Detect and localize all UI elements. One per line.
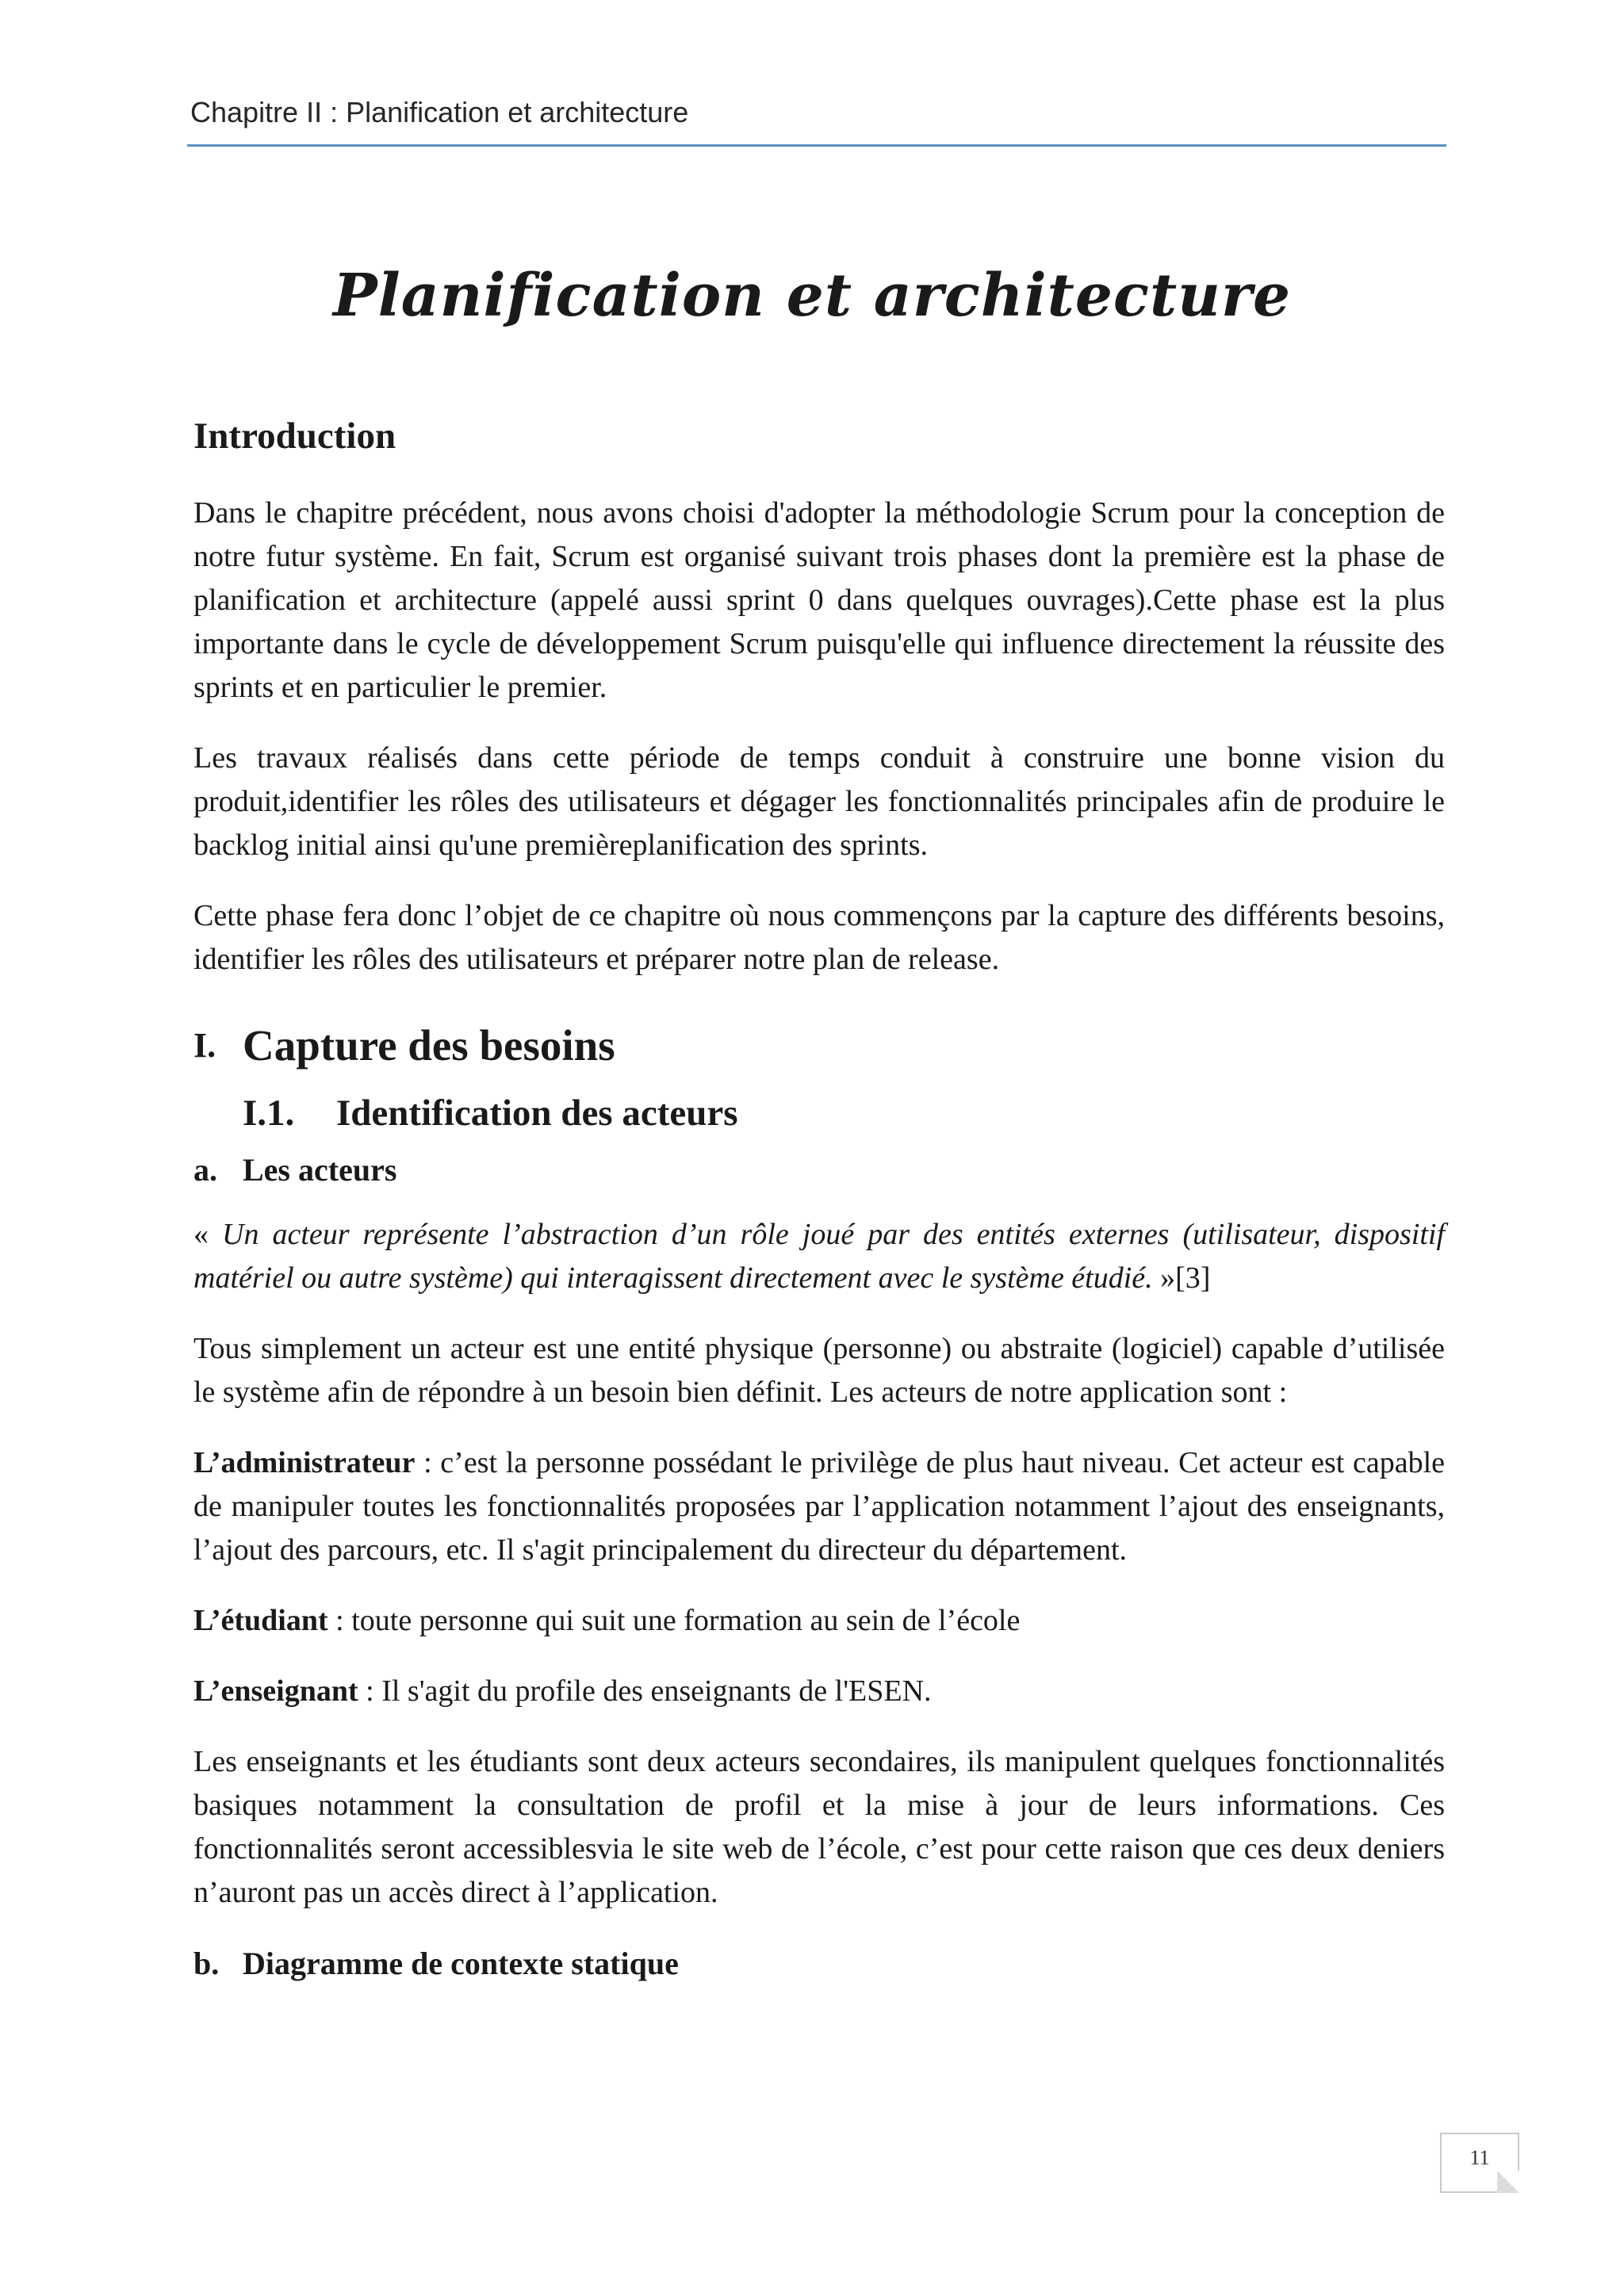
section-heading xyxy=(193,1020,1445,1072)
definition-quote xyxy=(193,1213,1445,1300)
actor-student xyxy=(193,1599,1445,1643)
page-number-box xyxy=(1440,2133,1519,2193)
sub-a-title: Les acteurs xyxy=(243,1152,397,1188)
intro-paragraph-1: Dans le chapitre précédent, nous avons choisi d'adopter la méthodologie Scrum pour la conception de notre futur système. En fait, Scrum est organisé suivant trois phases dont la première est la phase de planification et architecture (appelé aussi sprint 0 dans quelques ouvrages).Cette phase est la plus importante dans le cycle de développement Scrum puisqu'elle qui influence directement la réussite des sprints et en particulier le premier. xyxy=(193,496,1445,704)
secondary-actors-paragraph: Les enseignants et les étudiants sont deux acteurs secondaires, ils manipulent quelques fonctionnalités basiques notamment la consultation de profil et la mise à jour de leurs informations. Ces fonctionnalités seront accessiblesvia le site web de l’école, c’est pour cette raison que ces deux deniers n’auront pas un accès direct à l’application. xyxy=(193,1745,1445,1909)
header-rule xyxy=(187,144,1446,147)
quote-close-citation: »[3] xyxy=(1152,1261,1211,1295)
sub-a-heading xyxy=(193,1148,1445,1192)
running-header: Chapitre II : Planification et architecture xyxy=(190,96,689,128)
actor-student-name: L’étudiant xyxy=(193,1604,328,1637)
actor-admin-description: : c’est la personne possédant le privilège de plus haut niveau. Cet acteur est capable de manipuler toutes les fonctionnalités proposées par l’application notamment l’ajout des enseignants, l’ajout des parcours, etc. Il s'agit principalement du directeur du département. xyxy=(193,1446,1445,1567)
section-title: Capture des besoins xyxy=(243,1021,615,1070)
intro-paragraph-2: Les travaux réalisés dans cette période de temps conduit à construire une bonne vision du produit,identifier les rôles des utilisateurs et dégager les fonctionnalités principales afin de produire le backlog initial ainsi qu'une premièreplanification des sprints. xyxy=(193,741,1445,862)
subsection-title: Identification des acteurs xyxy=(336,1093,738,1134)
sub-b-title: Diagramme de contexte statique xyxy=(243,1946,679,1981)
actor-admin-name: L’administrateur xyxy=(193,1446,416,1479)
page-number: 11 xyxy=(1469,2146,1490,2169)
section-number: I. xyxy=(193,1026,216,1065)
quote-open: « xyxy=(193,1218,223,1251)
intro-heading: Introduction xyxy=(193,415,396,457)
page-fold-corner xyxy=(1497,2171,1519,2193)
subsection-heading xyxy=(243,1089,1445,1137)
subsection-number: I.1. xyxy=(243,1093,295,1134)
actor-teacher-description: : Il s'agit du profile des enseignants de l'ESEN. xyxy=(358,1674,932,1708)
intro-paragraph-3: Cette phase fera donc l’objet de ce chapitre où nous commençons par la capture des différents besoins, identifier les rôles des utilisateurs et préparer notre plan de release. xyxy=(193,899,1445,976)
sub-b-heading xyxy=(193,1942,1445,1986)
actor-teacher-name: L’enseignant xyxy=(193,1674,358,1708)
sub-b-label: b. xyxy=(193,1946,220,1981)
sub-a-label: a. xyxy=(193,1152,217,1188)
actors-paragraph: Tous simplement un acteur est une entité physique (personne) ou abstraite (logiciel) capable d’utilisée le système afin de répondre à un besoin bien définit. Les acteurs de notre application sont : xyxy=(193,1332,1445,1409)
page-content xyxy=(193,412,1445,2007)
chapter-title: Planification et architecture xyxy=(332,262,1292,330)
actor-teacher xyxy=(193,1670,1445,1713)
quote-text: Un acteur représente l’abstraction d’un rôle joué par des entités externes (utilisateur, dispositif matériel ou autre système) qui interagissent directement avec le système étudié. xyxy=(193,1218,1446,1295)
actor-student-description: : toute personne qui suit une formation au sein de l’école xyxy=(327,1604,1021,1637)
actor-admin xyxy=(193,1441,1445,1572)
